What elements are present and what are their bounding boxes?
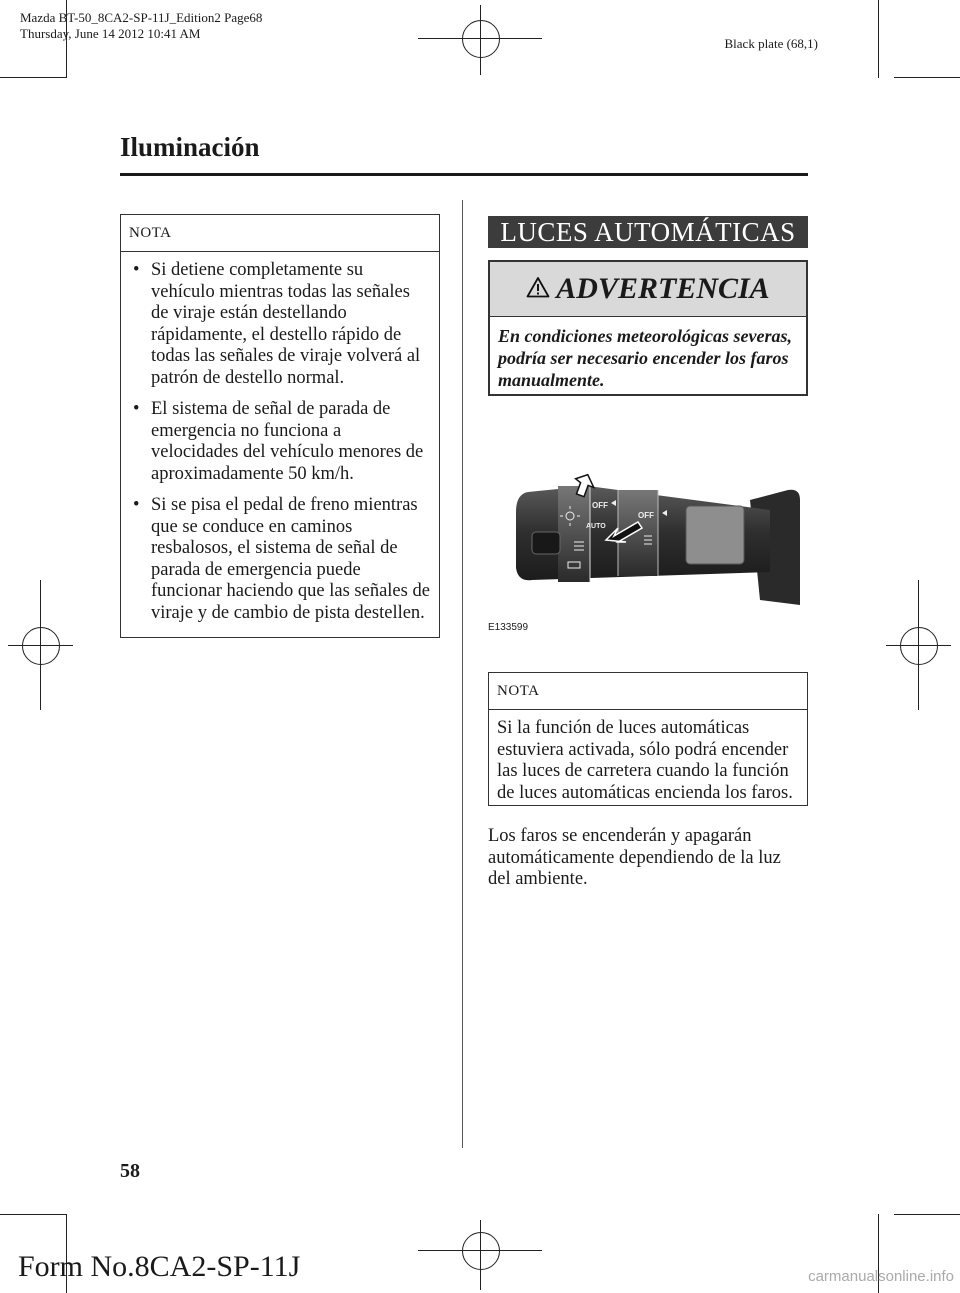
body-paragraph: Los faros se encenderán y apagarán automáticamente dependiendo de la luz del ambiente. bbox=[488, 826, 781, 889]
watermark: carmanualsonline.info bbox=[808, 1268, 954, 1285]
section-banner: LUCES AUTOMÁTICAS bbox=[488, 216, 808, 248]
note-text: Si la función de luces automáticas estuviera activada, sólo podrá encender las luces de carretera cuando la función de luces automáticas encienda los faros. bbox=[497, 718, 793, 803]
page-number: 58 bbox=[120, 1160, 140, 1182]
bullet-icon: • bbox=[133, 399, 140, 419]
list-item-text: El sistema de señal de parada de emergencia no funciona a velocidades del vehículo menores de aproximadamente 50 km/h. bbox=[151, 399, 424, 484]
note-box-left bbox=[120, 214, 440, 638]
crop-mark bbox=[0, 77, 66, 78]
registration-mark-right bbox=[900, 627, 938, 665]
warning-header bbox=[490, 262, 806, 317]
registration-mark-left bbox=[22, 627, 60, 665]
note-heading: NOTA bbox=[489, 673, 807, 710]
warning-triangle-icon bbox=[526, 276, 550, 303]
print-meta-line: Thursday, June 14 2012 10:41 AM bbox=[20, 26, 201, 41]
warning-box bbox=[488, 260, 808, 396]
note-box-right bbox=[488, 672, 808, 806]
list-item bbox=[129, 260, 431, 389]
print-meta-line: Mazda BT-50_8CA2-SP-11J_Edition2 Page68 bbox=[20, 10, 263, 25]
headlight-switch-figure bbox=[488, 440, 808, 640]
bullet-icon: • bbox=[133, 495, 140, 515]
registration-mark-bottom bbox=[462, 1232, 500, 1270]
note-heading: NOTA bbox=[121, 215, 439, 252]
section-title: Iluminación bbox=[120, 132, 260, 162]
crop-mark bbox=[878, 0, 879, 78]
ring-label-auto: AUTO bbox=[586, 523, 606, 530]
list-item bbox=[129, 399, 431, 485]
note-list bbox=[129, 260, 431, 624]
list-item-text: Si se pisa el pedal de freno mientras que se conduce en caminos resbalosos, el sistema de señal de parada de emergencia puede funcionar haciendo que las señales de viraje y de cambio de pista destellen. bbox=[151, 495, 430, 623]
crop-mark bbox=[894, 1214, 960, 1215]
form-number: Form No.8CA2-SP-11J bbox=[18, 1250, 301, 1283]
bullet-icon: • bbox=[133, 260, 140, 280]
title-rule bbox=[120, 173, 808, 176]
figure-label: E133599 bbox=[488, 622, 529, 633]
warning-title: ADVERTENCIA bbox=[556, 272, 770, 305]
crop-mark bbox=[894, 77, 960, 78]
list-item bbox=[129, 495, 431, 624]
list-item-text: Si detiene completamente su vehículo mientras todas las señales de viraje están destellando rápidamente, el destello rápido de todas las señales de viraje volverá al patrón de destello normal. bbox=[151, 260, 421, 388]
print-meta bbox=[20, 10, 262, 42]
note-body bbox=[121, 252, 439, 634]
crop-mark bbox=[0, 1214, 66, 1215]
ring-label-off: OFF bbox=[592, 501, 608, 510]
ring-label-off: OFF bbox=[638, 511, 654, 520]
warning-text: En condiciones meteorológicas severas, podría ser necesario encender los faros manualmente. bbox=[498, 326, 792, 390]
plate-label: Black plate (68,1) bbox=[724, 36, 818, 51]
registration-mark-top bbox=[462, 20, 500, 58]
column-divider bbox=[462, 200, 463, 1148]
